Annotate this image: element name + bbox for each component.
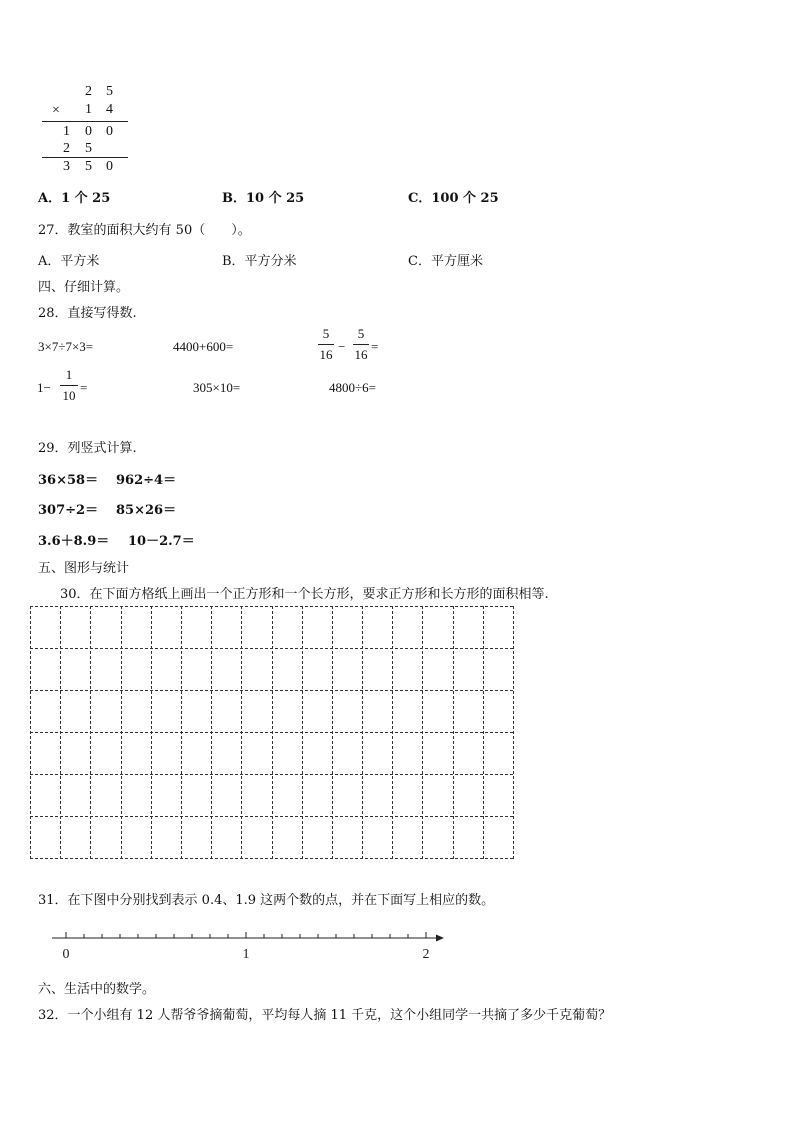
section-title: 四、仔细计算。: [38, 280, 130, 295]
result-digit: 3: [63, 159, 70, 174]
q30-question: 30．在下面方格纸上画出一个正方形和一个长方形，要求正方形和长方形的面积相等.: [60, 587, 549, 602]
q28-title: 28．直接写得数.: [38, 306, 137, 321]
q29-item: 10－2.7＝: [128, 534, 195, 549]
minus-sign: −: [338, 339, 346, 354]
multiplier-digit: 1: [85, 102, 92, 117]
q29-title: 29．列竖式计算.: [38, 441, 137, 456]
q28-item: 305×10=: [193, 380, 241, 395]
q32-question: 32．一个小组有 12 人帮爷爷摘葡萄，平均每人摘 11 千克，这个小组同学一共摘了多少千克葡萄？: [38, 1008, 612, 1023]
partial-product-digit: 5: [85, 141, 92, 156]
q31-question: 31．在下图中分别找到表示 0.4、1.9 这两个数的点，并在下面写上相应的数。: [38, 893, 495, 908]
partial-product-digit: 0: [106, 124, 113, 139]
q28-item: 3×7÷7×3=: [38, 339, 94, 354]
grid-paper[interactable]: [30, 606, 514, 859]
q27-option-c: C．平方厘米: [408, 254, 483, 269]
multiplication-line: [42, 121, 128, 122]
partial-product-digit: 2: [63, 141, 70, 156]
sum-line: [42, 157, 128, 158]
q29-item: 36×58＝: [38, 473, 99, 488]
q26-option-b: B．10 个 25: [222, 191, 305, 206]
q26-option-a: A．1 个 25: [38, 191, 111, 206]
multiplicand-digit: 2: [85, 84, 92, 99]
q28-item: 4400+600=: [173, 339, 234, 354]
q27-option-a: A．平方米: [38, 254, 100, 269]
equals-sign: =: [371, 339, 379, 354]
multiplier-digit: 4: [106, 102, 113, 117]
q29-item: 307÷2＝: [38, 503, 99, 518]
equals-sign: =: [80, 380, 88, 395]
fraction: [60, 367, 78, 404]
q29-item: 85×26＝: [116, 503, 177, 518]
section-title: 五、图形与统计: [38, 561, 130, 576]
times-sign: ×: [52, 103, 60, 118]
fraction-denominator: 16: [354, 347, 368, 362]
fraction-denominator: 10: [62, 388, 76, 403]
partial-product-digit: 1: [63, 124, 70, 139]
section-title: 六、生活中的数学。: [38, 982, 156, 997]
q29-item: 962÷4＝: [116, 473, 177, 488]
fraction: [353, 326, 369, 363]
q27-option-b: B．平方分米: [222, 254, 297, 269]
arrow-head: [436, 935, 444, 942]
fraction-numerator: 5: [357, 326, 365, 341]
result-digit: 5: [85, 159, 92, 174]
fraction-bar: [318, 344, 334, 345]
partial-product-digit: 0: [85, 124, 92, 139]
number-line[interactable]: [52, 926, 452, 962]
q26-option-c: C．100 个 25: [408, 191, 499, 206]
fraction-bar: [60, 385, 78, 386]
number-line-label: 1: [242, 947, 250, 962]
fraction-numerator: 1: [65, 367, 73, 382]
result-digit: 0: [106, 159, 113, 174]
multiplicand-digit: 5: [106, 84, 113, 99]
q28-item-prefix: 1−: [37, 380, 51, 395]
q29-item: 3.6＋8.9＝: [38, 534, 110, 549]
fraction-numerator: 5: [322, 326, 330, 341]
number-line-label: 0: [62, 947, 70, 962]
q27-question: 27．教室的面积大约有 50（ ）。: [38, 223, 251, 238]
number-line-label: 2: [422, 947, 430, 962]
fraction-bar: [353, 344, 369, 345]
fraction: [318, 326, 334, 363]
q28-item: 4800÷6=: [329, 380, 376, 395]
fraction-denominator: 16: [319, 347, 333, 362]
